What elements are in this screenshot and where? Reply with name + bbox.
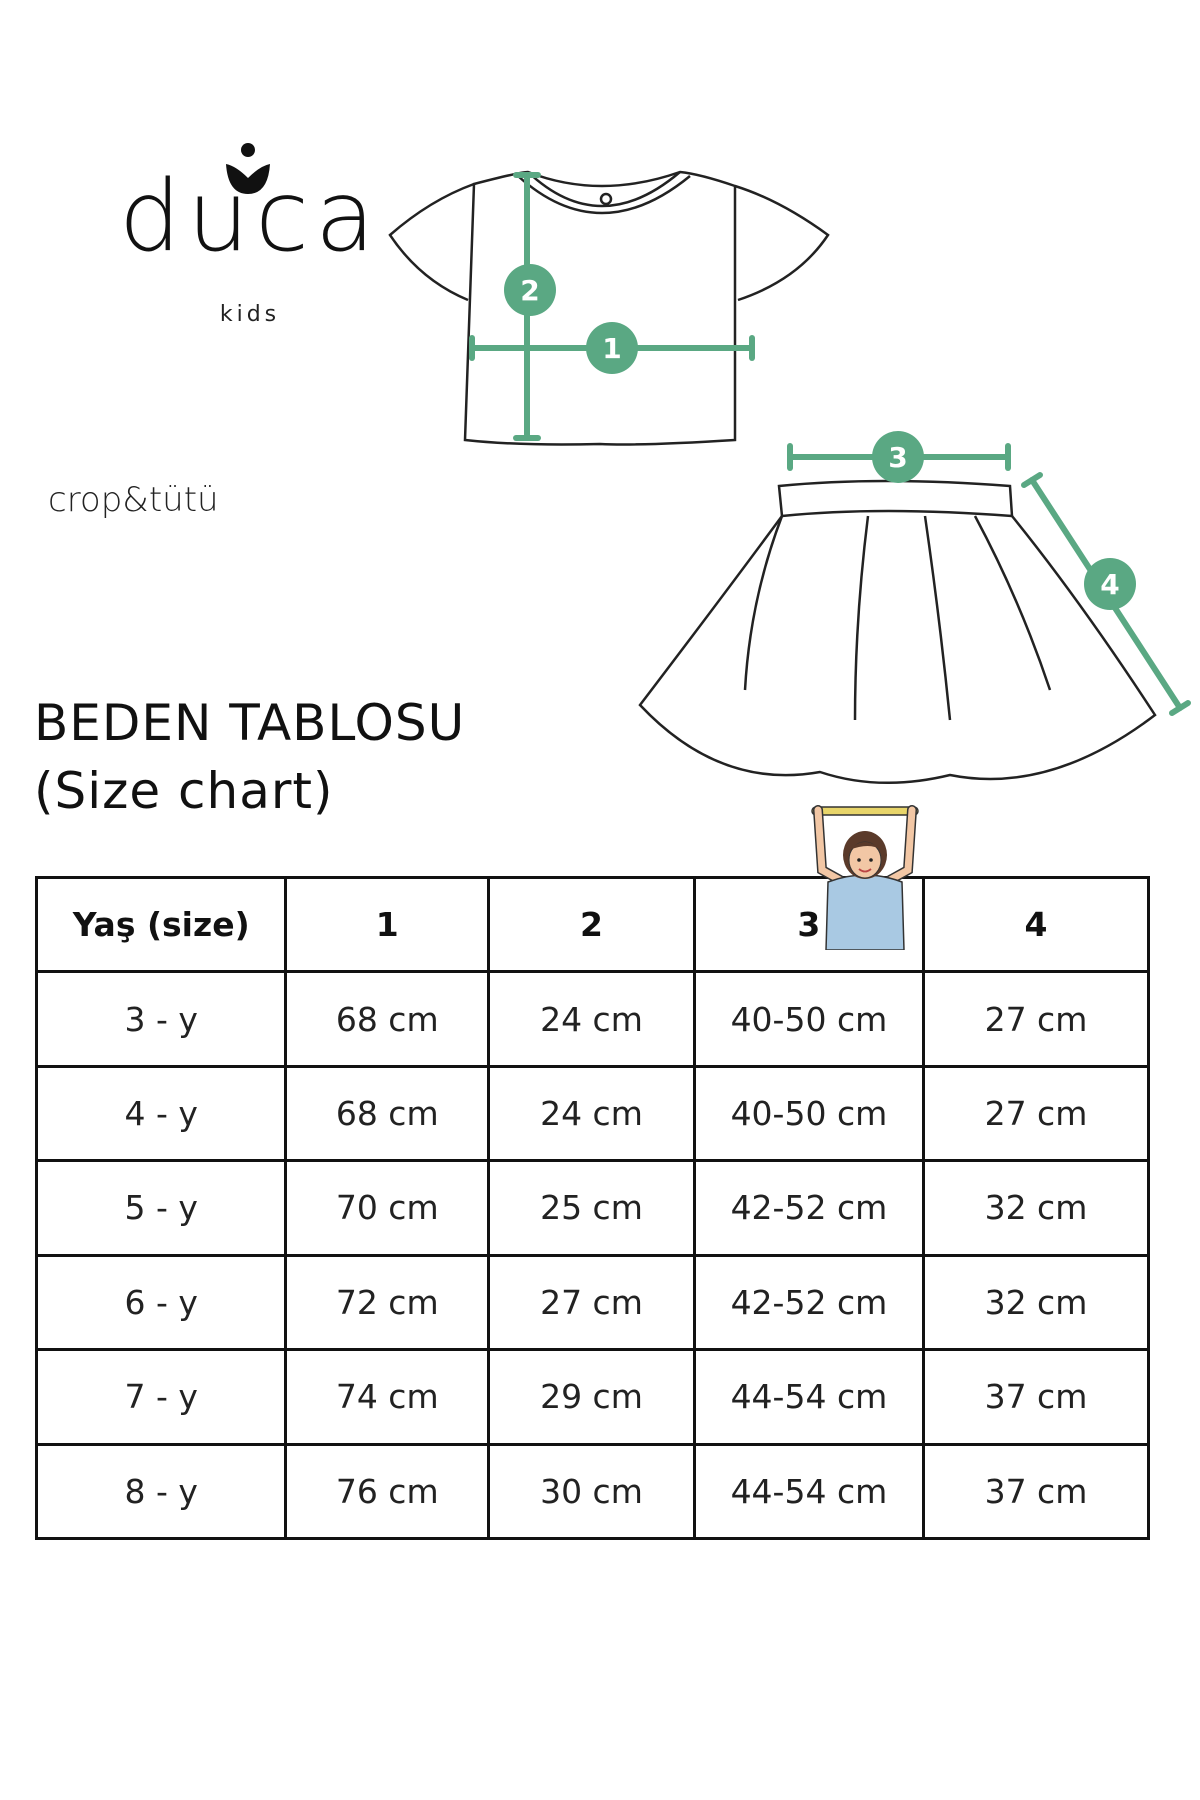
- table-row: [37, 1066, 1149, 1160]
- table-header-row: [37, 878, 1149, 972]
- badge-3-label: 3: [888, 441, 908, 474]
- brand-logo: duca: [118, 160, 382, 274]
- cell-2: 25 cm: [489, 1161, 695, 1255]
- table-row: [37, 1350, 1149, 1444]
- cell-3: 44-54 cm: [694, 1444, 923, 1538]
- tutu-skirt-drawing: [640, 481, 1155, 783]
- cell-3: 40-50 cm: [694, 1066, 923, 1160]
- header-age: Yaş (size): [37, 878, 286, 972]
- cell-1: 72 cm: [286, 1255, 489, 1349]
- badge-4-label: 4: [1100, 568, 1120, 601]
- badge-1-label: 1: [602, 332, 622, 365]
- cell-age: 3 - y: [37, 972, 286, 1066]
- cell-1: 68 cm: [286, 972, 489, 1066]
- cell-2: 30 cm: [489, 1444, 695, 1538]
- garment-illustration: [0, 0, 1200, 800]
- cell-2: 29 cm: [489, 1350, 695, 1444]
- title-line-1: BEDEN TABLOSU: [34, 694, 466, 752]
- cell-age: 8 - y: [37, 1444, 286, 1538]
- cell-2: 24 cm: [489, 1066, 695, 1160]
- size-chart-table: [35, 876, 1150, 1540]
- title-line-2: (Size chart): [34, 761, 334, 820]
- page-title: [34, 690, 465, 825]
- measuring-child-icon: [800, 800, 930, 950]
- cell-2: 24 cm: [489, 972, 695, 1066]
- header-1: 1: [286, 878, 489, 972]
- badge-2-label: 2: [520, 274, 540, 307]
- table-row: [37, 1255, 1149, 1349]
- table-row: [37, 972, 1149, 1066]
- measure-badges: [504, 264, 1136, 610]
- crop-top-drawing: [390, 172, 828, 445]
- cell-3: 42-52 cm: [694, 1255, 923, 1349]
- header-4: 4: [923, 878, 1148, 972]
- header-2: 2: [489, 878, 695, 972]
- cell-4: 37 cm: [923, 1444, 1148, 1538]
- product-name: crop&tütü: [48, 480, 219, 520]
- cell-3: 42-52 cm: [694, 1161, 923, 1255]
- cell-1: 76 cm: [286, 1444, 489, 1538]
- header-3: 3: [694, 878, 923, 972]
- cell-3: 44-54 cm: [694, 1350, 923, 1444]
- cell-4: 27 cm: [923, 1066, 1148, 1160]
- table-row: [37, 1444, 1149, 1538]
- table-row: [37, 1161, 1149, 1255]
- cell-1: 68 cm: [286, 1066, 489, 1160]
- cell-4: 37 cm: [923, 1350, 1148, 1444]
- cell-age: 5 - y: [37, 1161, 286, 1255]
- cell-4: 32 cm: [923, 1255, 1148, 1349]
- brand-subtitle: kids: [219, 302, 281, 327]
- cell-age: 4 - y: [37, 1066, 286, 1160]
- cell-4: 27 cm: [923, 972, 1148, 1066]
- cell-1: 70 cm: [286, 1161, 489, 1255]
- cell-1: 74 cm: [286, 1350, 489, 1444]
- cell-2: 27 cm: [489, 1255, 695, 1349]
- cell-4: 32 cm: [923, 1161, 1148, 1255]
- cell-3: 40-50 cm: [694, 972, 923, 1066]
- cell-age: 6 - y: [37, 1255, 286, 1349]
- cell-age: 7 - y: [37, 1350, 286, 1444]
